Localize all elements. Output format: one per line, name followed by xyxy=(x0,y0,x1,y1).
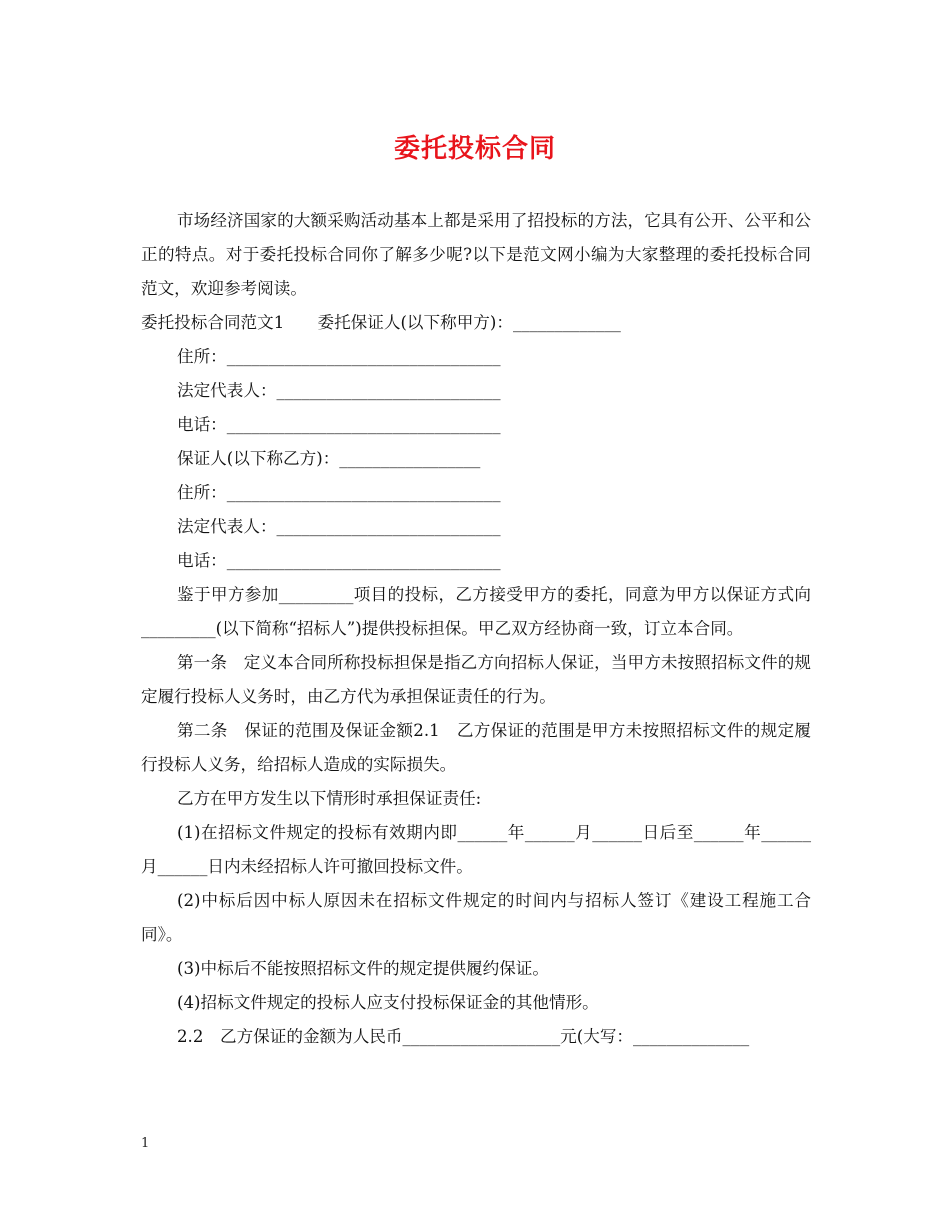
preamble-paragraph: 鉴于甲方参加_________项目的投标，乙方接受甲方的委托，同意为甲方以保证方式向_________(以下简称“招标人”)提供投标担保。甲乙双方经协商一致，订立本合同。 xyxy=(141,585,811,638)
condition-2-paragraph: (2)中标后因中标人原因未在招标文件规定的时间内与招标人签订《建设工程施工合同》。 xyxy=(141,891,811,944)
article-1-paragraph: 第一条 定义本合同所称投标担保是指乙方向招标人保证，当甲方未按照招标文件的规定履行投标人义务时，由乙方代为承担保证责任的行为。 xyxy=(141,653,811,706)
intro-paragraph: 市场经济国家的大额采购活动基本上都是采用了招投标的方法，它具有公开、公平和公正的特点。对于委托投标合同你了解多少呢?以下是范文网小编为大家整理的委托投标合同范文，欢迎参考阅读。 xyxy=(141,211,811,298)
condition-4-paragraph: (4)招标文件规定的投标人应支付投标保证金的其他情形。 xyxy=(177,993,599,1012)
party-a-representative-field: 法定代表人：___________________________ xyxy=(177,381,501,400)
party-b-address-field: 住所：_________________________________ xyxy=(177,483,501,502)
party-b-representative-field: 法定代表人：___________________________ xyxy=(177,517,501,536)
party-b-phone-field: 电话：_________________________________ xyxy=(177,551,501,570)
condition-1-paragraph: (1)在招标文件规定的投标有效期内即______年______月______日后至______年______月______日内未经招标人许可撤回投标文件。 xyxy=(141,823,811,876)
article-2-paragraph: 第二条 保证的范围及保证金额2.1 乙方保证的范围是甲方未按照招标文件的规定履行投标人义务，给招标人造成的实际损失。 xyxy=(141,721,811,774)
amount-paragraph: 2.2 乙方保证的金额为人民币___________________元(大写：______________ xyxy=(177,1027,750,1046)
party-b-field: 保证人(以下称乙方)：_________________ xyxy=(177,449,481,468)
contract-heading-line: 委托投标合同范文1 委托保证人(以下称甲方)：_____________ xyxy=(141,313,621,332)
party-a-phone-field: 电话：_________________________________ xyxy=(177,415,501,434)
conditions-intro-paragraph: 乙方在甲方发生以下情形时承担保证责任: xyxy=(177,789,482,808)
party-a-address-field: 住所：_________________________________ xyxy=(177,347,501,366)
page-number: 1 xyxy=(141,1136,150,1151)
condition-3-paragraph: (3)中标后不能按照招标文件的规定提供履约保证。 xyxy=(177,959,549,978)
document-body xyxy=(141,204,811,1054)
document-title: 委托投标合同 xyxy=(393,134,556,164)
